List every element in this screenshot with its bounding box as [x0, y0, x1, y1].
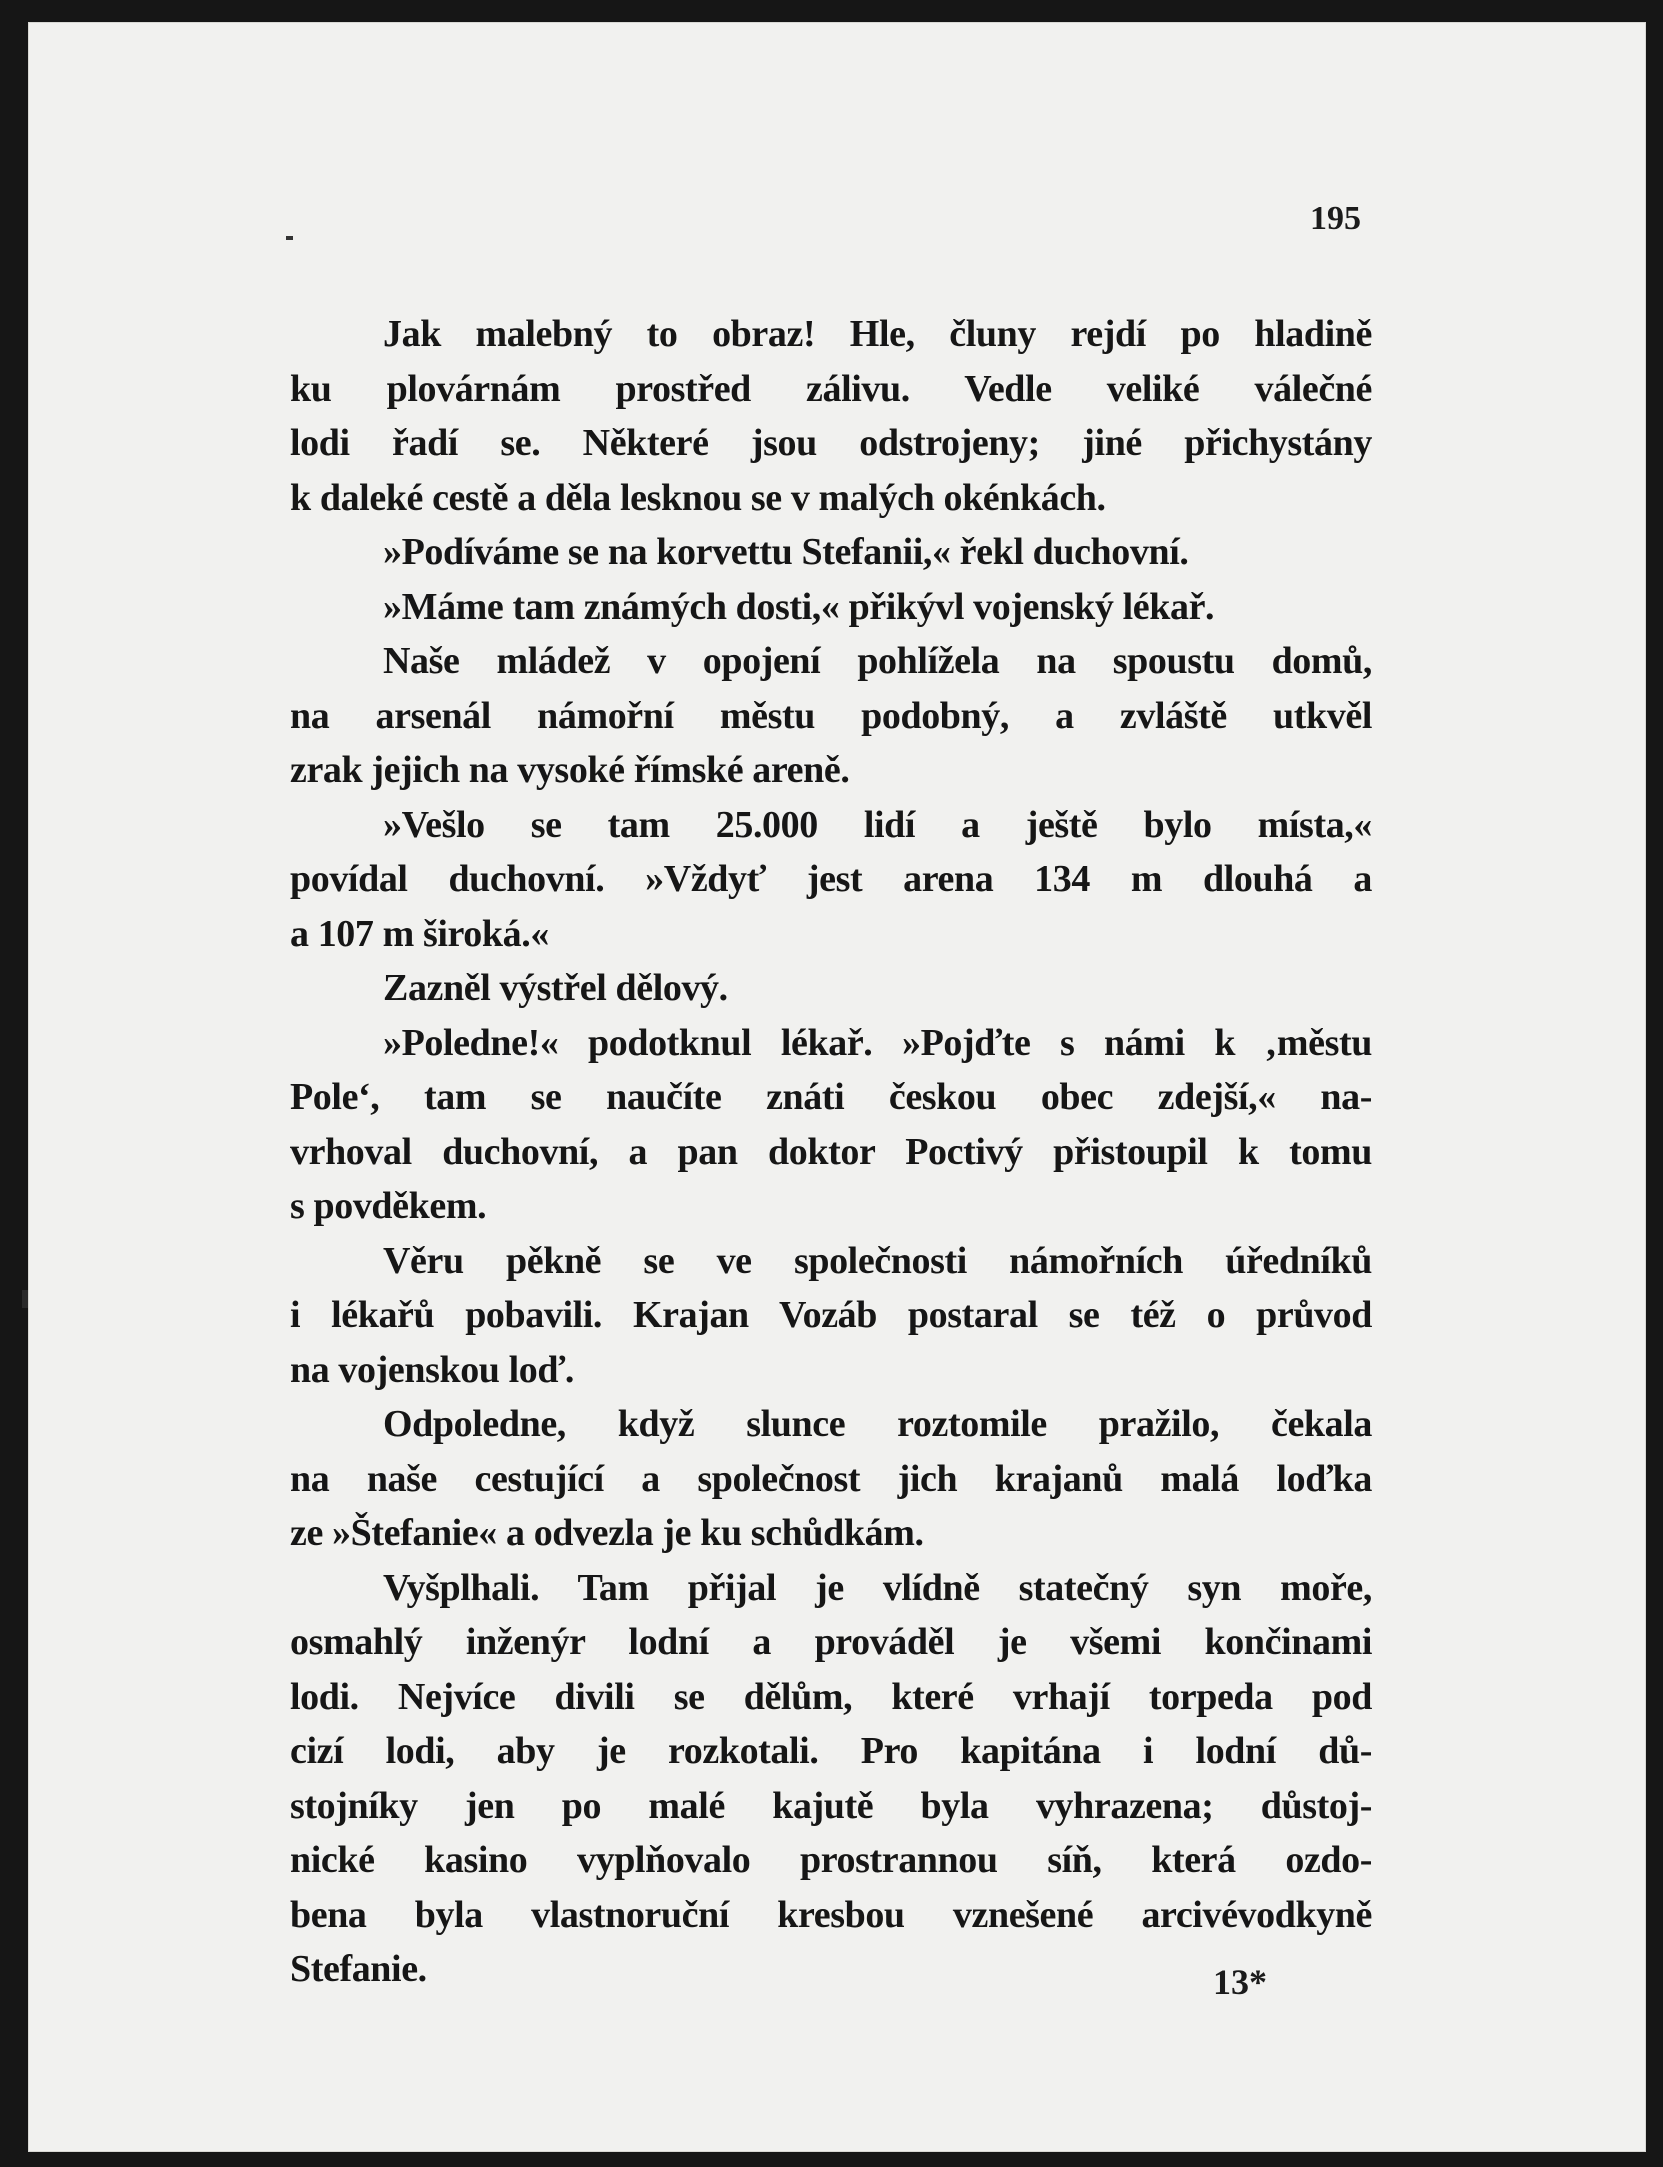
text-line: Vyšplhali. Tam přijal je vlídně statečný syn moře, [383, 1566, 1372, 1609]
text-line: na arsenál námořní městu podobný, a zvláště utkvěl [290, 694, 1372, 737]
text-line: lodi řadí se. Některé jsou odstrojeny; jiné přichystány [290, 422, 1372, 464]
text-line: »Poledne!« podotknul lékař. »Pojďte s námi k ‚městu [383, 1021, 1372, 1064]
text-line: Věru pěkně se ve společnosti námořních úředníků [383, 1239, 1372, 1282]
text-line: ku plovárnám prostřed zálivu. Vedle veliké válečné [290, 367, 1372, 410]
paragraph [290, 798, 1372, 962]
page-number: 195 [1310, 200, 1361, 237]
book-page [28, 22, 1646, 2152]
printer-mark [286, 236, 293, 240]
body-text [290, 307, 1372, 1997]
text-line: a 107 m široká.« [290, 912, 549, 955]
text-line: s povděkem. [290, 1185, 487, 1227]
paragraph [290, 1397, 1372, 1561]
text-line: Zazněl výstřel dělový. [383, 967, 728, 1009]
text-line: stojníky jen po malé kajutě byla vyhrazena; důstoj- [290, 1784, 1372, 1827]
signature-mark: 13* [1213, 1962, 1267, 2002]
text-line: povídal duchovní. »Vždyť jest arena 134 m dlouhá a [290, 858, 1372, 900]
paragraph [290, 634, 1372, 798]
text-line: Jak malebný to obraz! Hle, čluny rejdí po hladině [383, 313, 1372, 355]
text-line: »Podíváme se na korvettu Stefanii,« řekl duchovní. [383, 531, 1189, 573]
text-line: »Vešlo se tam 25.000 lidí a ještě bylo místa,« [383, 803, 1372, 846]
paragraph [290, 1234, 1372, 1398]
text-line: nické kasino vyplňovalo prostrannou síň, která ozdo- [290, 1839, 1372, 1881]
text-line: vrhoval duchovní, a pan doktor Poctivý přistoupil k tomu [290, 1130, 1372, 1173]
text-line: Naše mládež v opojení pohlížela na spoustu domů, [383, 640, 1372, 682]
text-line: bena byla vlastnoruční kresbou vznešené arcivévodkyně [290, 1893, 1372, 1936]
text-line: Pole‘, tam se naučíte znáti českou obec zdejší,« na- [290, 1076, 1372, 1118]
text-line: ze »Štefanie« a odvezla je ku schůdkám. [290, 1512, 924, 1554]
text-line: i lékařů pobavili. Krajan Vozáb postaral se též o průvod [290, 1294, 1372, 1336]
paragraph [290, 1016, 1372, 1234]
text-line: osmahlý inženýr lodní a prováděl je všemi končinami [290, 1621, 1372, 1663]
paragraph [290, 525, 1372, 580]
paragraph [290, 961, 1372, 1016]
paragraph [290, 307, 1372, 525]
text-line: cizí lodi, aby je rozkotali. Pro kapitána i lodní dů- [290, 1730, 1372, 1772]
text-line: na vojenskou loď. [290, 1348, 574, 1391]
paragraph [290, 1561, 1372, 1997]
text-line: Odpoledne, když slunce roztomile pražilo, čekala [383, 1403, 1372, 1445]
text-line: lodi. Nejvíce divili se dělům, které vrhají torpeda pod [290, 1675, 1372, 1718]
text-line: na naše cestující a společnost jich krajanů malá loďka [290, 1457, 1372, 1500]
text-line: k daleké cestě a děla lesknou se v malých okénkách. [290, 476, 1106, 519]
text-line: »Máme tam známých dosti,« přikývl vojenský lékař. [383, 585, 1215, 628]
text-line: zrak jejich na vysoké římské areně. [290, 749, 850, 791]
paragraph [290, 580, 1372, 635]
text-line: Stefanie. [290, 1948, 427, 1990]
binding-mark [22, 1290, 28, 1308]
